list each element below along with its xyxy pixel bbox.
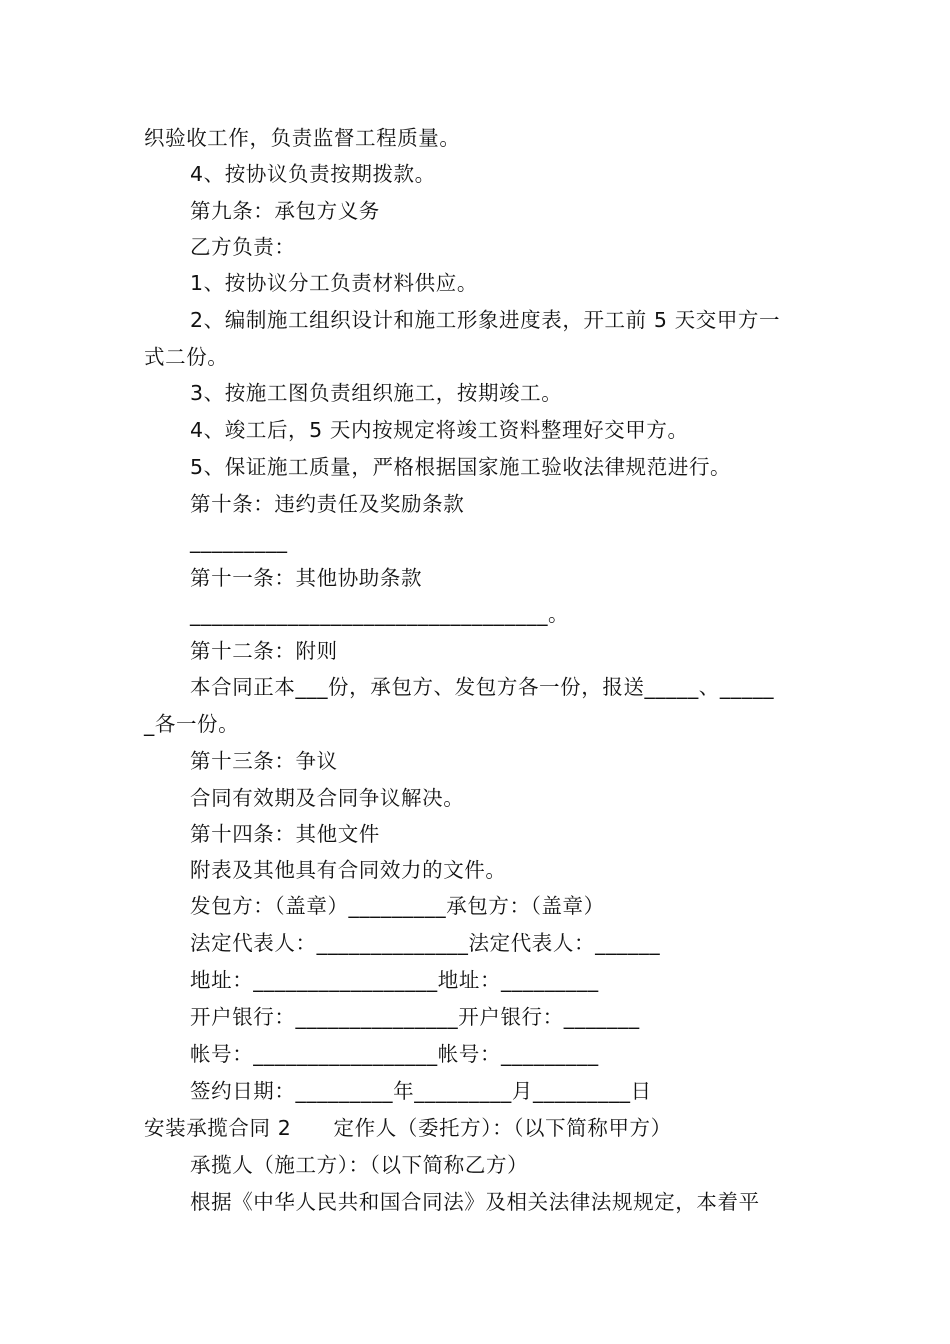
signature-line: 发包方：（盖章）_________承包方：（盖章） [190, 894, 605, 918]
text-line: 4、竣工后，5 天内按规定将竣工资料整理好交甲方。 [190, 418, 689, 442]
text-line: 根据《中华人民共和国合同法》及相关法律法规规定，本着平 [190, 1190, 760, 1214]
article-heading: 第十三条：争议 [190, 749, 338, 773]
text-line: 4、按协议负责按期拨款。 [190, 162, 436, 186]
text-line: 织验收工作，负责监督工程质量。 [144, 126, 461, 150]
article-heading: 第十四条：其他文件 [190, 822, 380, 846]
text-line: 1、按协议分工负责材料供应。 [190, 271, 478, 295]
text-line: 合同有效期及合同争议解决。 [190, 786, 465, 810]
text-line: 本合同正本___份，承包方、发包方各一份，报送_____、_____ [190, 675, 775, 699]
signature-line: 开户银行：_______________开户银行：_______ [190, 1005, 640, 1029]
article-heading: 第十二条：附则 [190, 639, 338, 663]
text-line: 附表及其他具有合同效力的文件。 [190, 858, 507, 882]
text-line: 2、编制施工组织设计和施工形象进度表，开工前 5 天交甲方一 [190, 308, 781, 332]
blank-line: _________ [190, 529, 288, 553]
article-heading: 第九条：承包方义务 [190, 199, 380, 223]
text-line: 承揽人（施工方）：（以下简称乙方） [190, 1153, 529, 1177]
text-line: 乙方负责： [190, 235, 296, 259]
text-line: 式二份。 [144, 345, 229, 369]
signature-line: 地址：_________________地址：_________ [190, 968, 599, 992]
signature-line: 帐号：_________________帐号：_________ [190, 1042, 599, 1066]
signature-line: 法定代表人：______________法定代表人：______ [190, 931, 661, 955]
text-line: _各一份。 [144, 712, 240, 736]
signature-line: 签约日期：_________年_________月_________日 [190, 1079, 652, 1103]
section-heading: 安装承揽合同 2 定作人（委托方）：（以下简称甲方） [144, 1116, 672, 1140]
blank-line: _________________________________。 [190, 602, 570, 626]
text-line: 3、按施工图负责组织施工，按期竣工。 [190, 381, 563, 405]
article-heading: 第十一条：其他协助条款 [190, 566, 423, 590]
article-heading: 第十条：违约责任及奖励条款 [190, 492, 465, 516]
text-line: 5、保证施工质量，严格根据国家施工验收法律规范进行。 [190, 455, 732, 479]
